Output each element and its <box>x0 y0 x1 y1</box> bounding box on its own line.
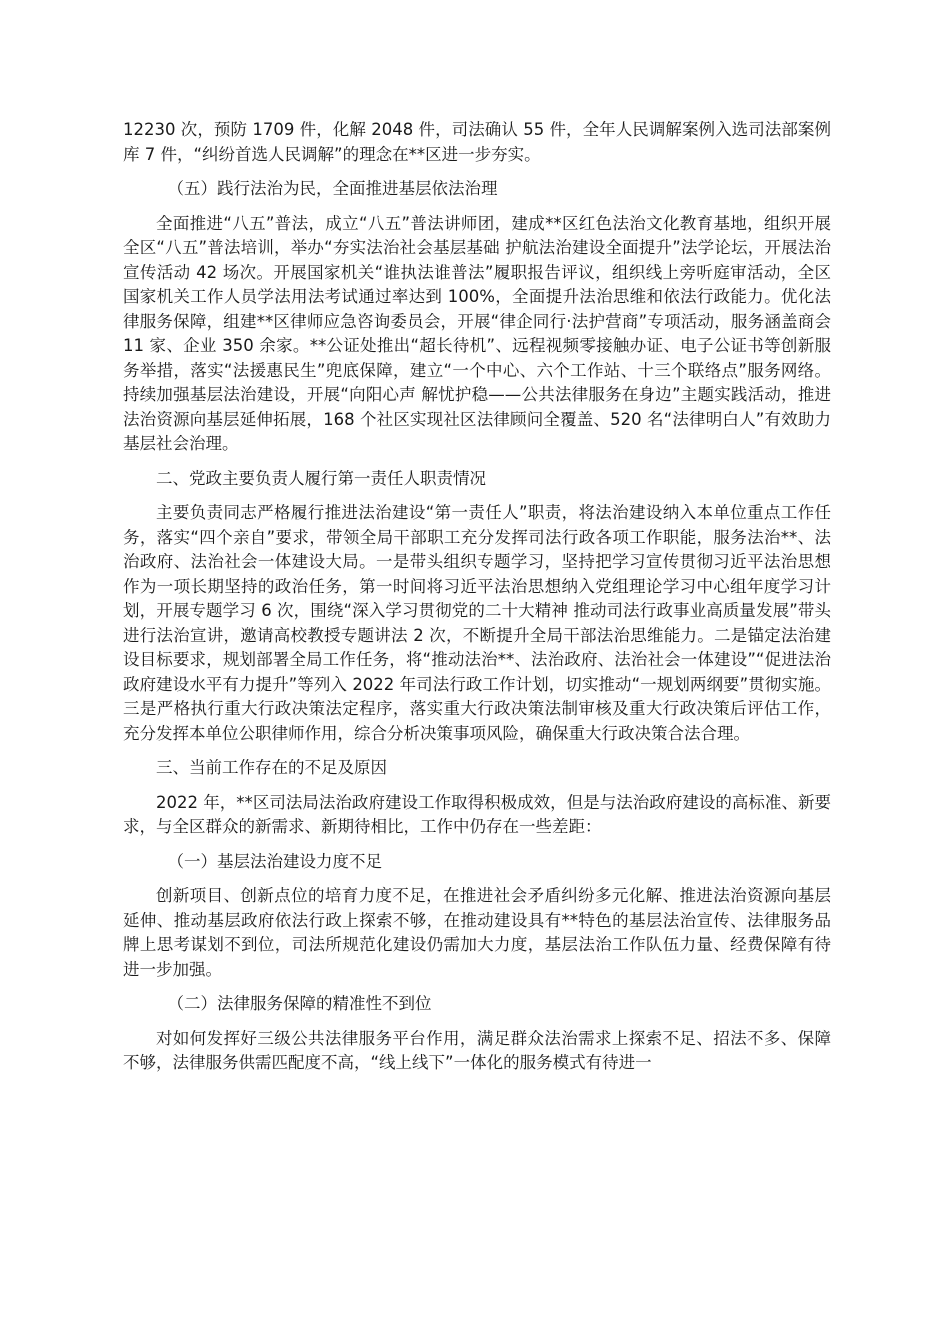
subsection-heading-3-1: （一）基层法治建设力度不足 <box>167 851 383 871</box>
section-heading-3: 三、当前工作存在的不足及原因 <box>156 758 387 777</box>
paragraph-3: 2022 年，**区司法局法治政府建设工作取得积极成效，但是与法治政府建设的高标准、新要求，与全区群众的新需求、新期待相比，工作中仍存在一些差距： <box>123 792 831 836</box>
paragraph-2: 主要负责同志严格履行推进法治建设“第一责任人”职责，将法治建设纳入本单位重点工作任务，落实“四个亲自”要求，带领全局干部职工充分发挥司法行政各项工作职能，服务法治**、法治政府、法治社会一体建设大局。一是带头组织专题学习，坚持把学习宣传贯彻习近平法治思想作为一项长期坚持的政治任务，第一时间将习近平法治思想纳入党组理论学习中心组年度学习计划，开展专题学习 6 次，围绕“深入学习贯彻党的二十大精神 推动司法行政事业高质量发展”带头进行法治宣讲，邀请高校教授专题讲法 2 次，不断提升全局干部法治思维能力。二是锚定法治建设目标要求，规划部署全局工作任务，将“推动法治**、法治政府、法治社会一体建设”“促进法治政府建设水平有力提升”等列入 2022 年司法行政工作计划，切实推动“一规划两纲要”贯彻实施。三是严格执行重大行政决策法定程序，落实重大行政决策法制审核及重大行政决策后评估工作，充分发挥本单位公职律师作用，综合分析决策事项风险，确保重大行政决策合法合理。 <box>123 503 831 743</box>
section-heading-2: 二、党政主要负责人履行第一责任人职责情况 <box>156 468 486 488</box>
subsection-heading-3-2: （二）法律服务保障的精准性不到位 <box>167 994 432 1013</box>
paragraph-5: 全面推进“八五”普法，成立“八五”普法讲师团，建成**区红色法治文化教育基地，组织开展全区“八五”普法培训，举办“夯实法治社会基层基础 护航法治建设全面提升”法学论坛，开展法治宣传活动 42 场次。开展国家机关“谁执法谁普法”履职报告评议，组织线上旁听庭审活动，全区国家机关工作人员学法用法考试通过率达到 100%，全面提升法治思维和依法行政能力。优化法律服务保障，组建**区律师应急咨询委员会，开展“律企同行·法护营商”专项活动，服务涵盖商会 11 家、企业 350 余家。**公证处推出“超长待机”、远程视频零接触办证、电子公证书等创新服务举措，落实“法援惠民生”兜底保障，建立“一个中心、六个工作站、十三个联络点”服务网络。持续加强基层法治建设，开展“向阳心声 解忧护稳——公共法律服务在身边”主题实践活动，推进法治资源向基层延伸拓展，168 个社区实现社区法律顾问全覆盖、520 名“法律明白人”有效助力基层社会治理。 <box>123 213 837 453</box>
paragraph-3-1: 创新项目、创新点位的培育力度不足，在推进社会矛盾纠纷多元化解、推进法治资源向基层延伸、推动基层政府依法行政上探索不够，在推动建设具有**特色的基层法治宣传、法律服务品牌上思考谋划不到位，司法所规范化建设仍需加大力度，基层法治工作队伍力量、经费保障有待进一步加强。 <box>123 886 831 979</box>
document-page <box>123 118 837 1086</box>
continuation-paragraph: 12230 次，预防 1709 件，化解 2048 件，司法确认 55 件，全年人民调解案例入选司法部案例库 7 件，“纠纷首选人民调解”的理念在**区进一步夯实。 <box>123 120 831 164</box>
section-heading-5: （五）践行法治为民，全面推进基层依法治理 <box>167 179 498 198</box>
paragraph-3-2: 对如何发挥好三级公共法律服务平台作用，满足群众法治需求上探索不足、招法不多、保障不够，法律服务供需匹配度不高，“线上线下”一体化的服务模式有待进一 <box>123 1028 831 1072</box>
